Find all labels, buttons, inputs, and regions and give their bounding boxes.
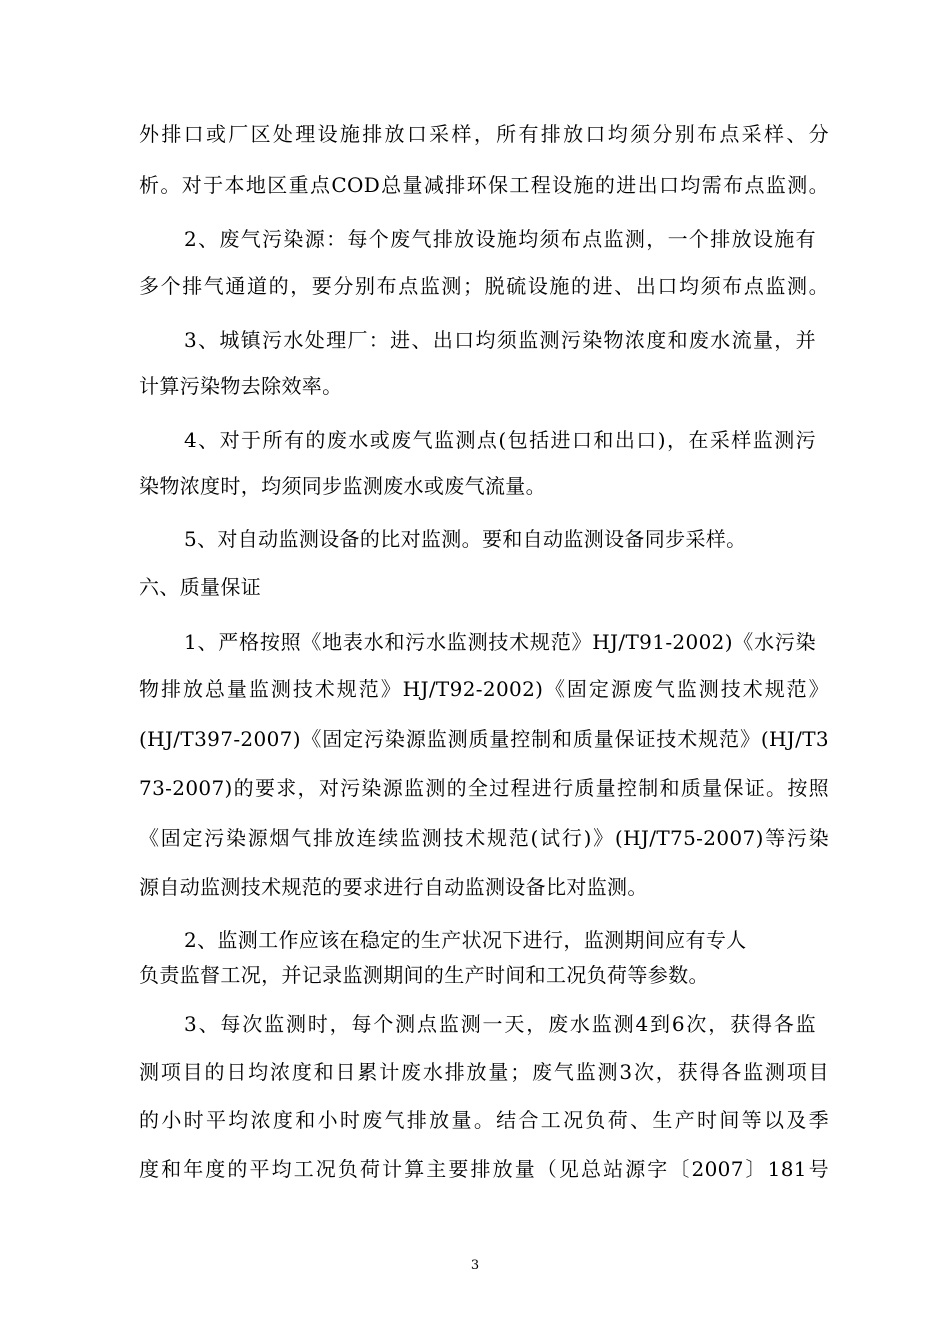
body-text-line: 3、城镇污水处理厂：进、出口均须监测污染物浓度和废水流量，并 <box>184 328 816 352</box>
body-text-line: 的小时平均浓度和小时废气排放量。结合工况负荷、生产时间等以及季 <box>139 1108 829 1132</box>
page-number: 3 <box>470 1258 480 1273</box>
body-text-line: 染物浓度时，均须同步监测废水或废气流量。 <box>139 474 546 498</box>
body-text-line: 测项目的日均浓度和日累计废水排放量；废气监测3次，获得各监测项目 <box>139 1060 829 1084</box>
body-text-line: (HJ/T397-2007)《固定污染源监测质量控制和质量保证技术规范》(HJ/T3 <box>139 727 829 751</box>
body-text-line: 4、对于所有的废水或废气监测点(包括进口和出口)，在采样监测污 <box>184 428 816 452</box>
body-text-line: 5、对自动监测设备的比对监测。要和自动监测设备同步采样。 <box>184 527 747 551</box>
body-text-line: 度和年度的平均工况负荷计算主要排放量（见总站源字〔2007〕181号 <box>139 1157 829 1181</box>
body-text-line: 3、每次监测时，每个测点监测一天，废水监测4到6次，获得各监 <box>184 1012 816 1036</box>
body-text-line: 多个排气通道的，要分别布点监测；脱硫设施的进、出口均须布点监测。 <box>139 274 829 298</box>
body-text-line: 1、严格按照《地表水和污水监测技术规范》HJ/T91-2002)《水污染 <box>184 630 816 654</box>
body-text-line: 73-2007)的要求，对污染源监测的全过程进行质量控制和质量保证。按照 <box>139 776 829 800</box>
body-text-line: 2、废气污染源：每个废气排放设施均须布点监测，一个排放设施有 <box>184 227 816 251</box>
body-text-line: 源自动监测技术规范的要求进行自动监测设备比对监测。 <box>139 875 648 899</box>
body-text-line: 2、监测工作应该在稳定的生产状况下进行，监测期间应有专人 <box>184 928 747 952</box>
body-text-line: 负责监督工况，并记录监测期间的生产时间和工况负荷等参数。 <box>139 963 709 987</box>
body-text-line: 物排放总量监测技术规范》HJ/T92-2002)《固定源废气监测技术规范》 <box>139 677 829 701</box>
body-text-line: 析。对于本地区重点COD总量减排环保工程设施的进出口均需布点监测。 <box>139 173 829 197</box>
section-heading: 六、质量保证 <box>139 575 262 599</box>
body-text-line: 计算污染物去除效率。 <box>139 374 343 398</box>
body-text-line: 外排口或厂区处理设施排放口采样，所有排放口均须分别布点采样、分 <box>139 122 829 146</box>
body-text-line: 《固定污染源烟气排放连续监测技术规范(试行)》(HJ/T75-2007)等污染 <box>139 826 829 850</box>
